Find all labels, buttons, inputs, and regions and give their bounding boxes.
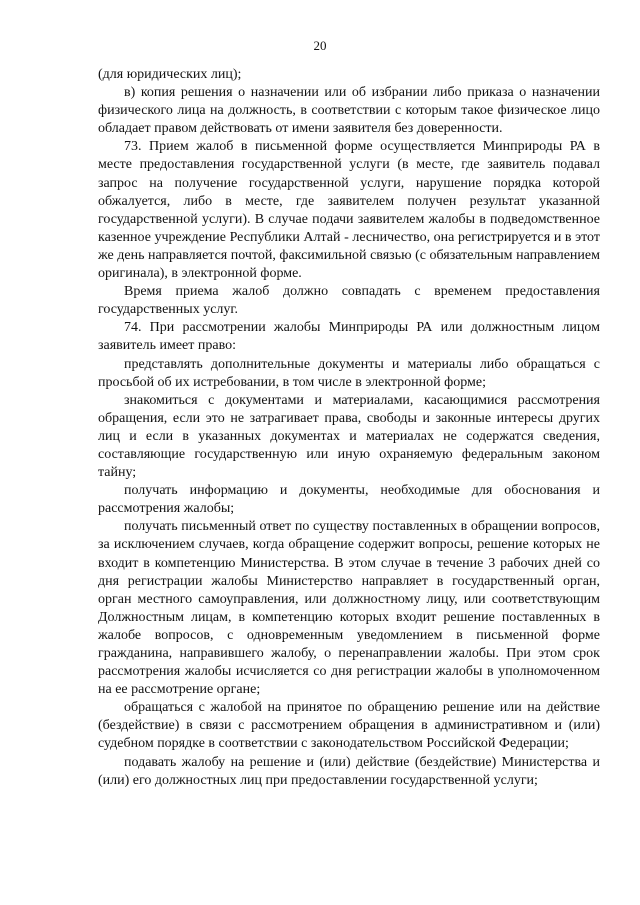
paragraph-right-file-complaint: подавать жалобу на решение и (или) действие (бездействие) Министерства и (или) его должностных лиц при предоставлении государственной услуги; xyxy=(98,754,600,788)
paragraph-item-v-appointment-copy: в) копия решения о назначении или об избрании либо приказа о назначении физического лица на должность, в соответствии с которым такое физическое лицо обладает правом действовать от имени заявителя без доверенности. xyxy=(98,85,600,137)
paragraph-73-written-complaints: 73. Прием жалоб в письменной форме осуществляется Минприроды РА в месте предоставления государственной услуги (в месте, где заявитель подавал запрос на получение государственной услуги, нарушение порядка которой обжалуется, либо в месте, где заявителем получен результат указанной государственной услуги). В случае подачи заявителем жалобы в подведомственное казенное учреждение Республики Алтай - лесничество, она регистрируется и в этот же день направляется почтой, факсимильной связью (с обязательным направлением оригинала), в электронной форме. xyxy=(98,139,600,282)
document-body xyxy=(98,66,600,790)
paragraph-right-receive-information: получать информацию и документы, необходимые для обоснования и рассмотрения жалобы; xyxy=(98,483,600,517)
paragraph-reception-time: Время приема жалоб должно совпадать с временем предоставления государственных услуг. xyxy=(98,284,600,318)
paragraph-right-written-response: получать письменный ответ по существу поставленных в обращении вопросов, за исключением случаев, когда обращение содержит вопросы, решение которых не входит в компетенцию Министерства. В этом случае в течение 3 рабочих дней со дня регистрации жалобы Министерство направляет в государственный орган, орган местного самоуправления, или должностному лицу, или соответствующим Должностным лицам, в компетенцию которых входит решение поставленных в жалобе вопросов, с одновременным уведомлением в письменной форме гражданина, направившего жалобу, о перенаправлении жалобы. При этом срок рассмотрения жалобы исчисляется со дня регистрации жалобы в уполномоченном на ее рассмотрение органе; xyxy=(98,519,600,698)
paragraph-right-review-materials: знакомиться с документами и материалами, касающимися рассмотрения обращения, если это не затрагивает права, свободы и законные интересы других лиц и если в указанных документах и материалах не содержатся сведения, составляющие государственную или иную охраняемую федеральным законом тайну; xyxy=(98,392,600,481)
paragraph-right-appeal-decision: обращаться с жалобой на принятое по обращению решение или на действие (бездействие) в связи с рассмотрением обращения в административном и (или) судебном порядке в соответствии с законодательством Российской Федерации; xyxy=(98,700,600,752)
page-number: 20 xyxy=(313,38,327,53)
paragraph-right-submit-documents: представлять дополнительные документы и материалы либо обращаться с просьбой об их истребовании, в том числе в электронной форме; xyxy=(98,356,600,390)
paragraph-legal-entities-continuation: (для юридических лиц); xyxy=(98,67,242,82)
paragraph-74-applicant-rights: 74. При рассмотрении жалобы Минприроды РА или должностным лицом заявитель имеет право: xyxy=(98,320,600,354)
